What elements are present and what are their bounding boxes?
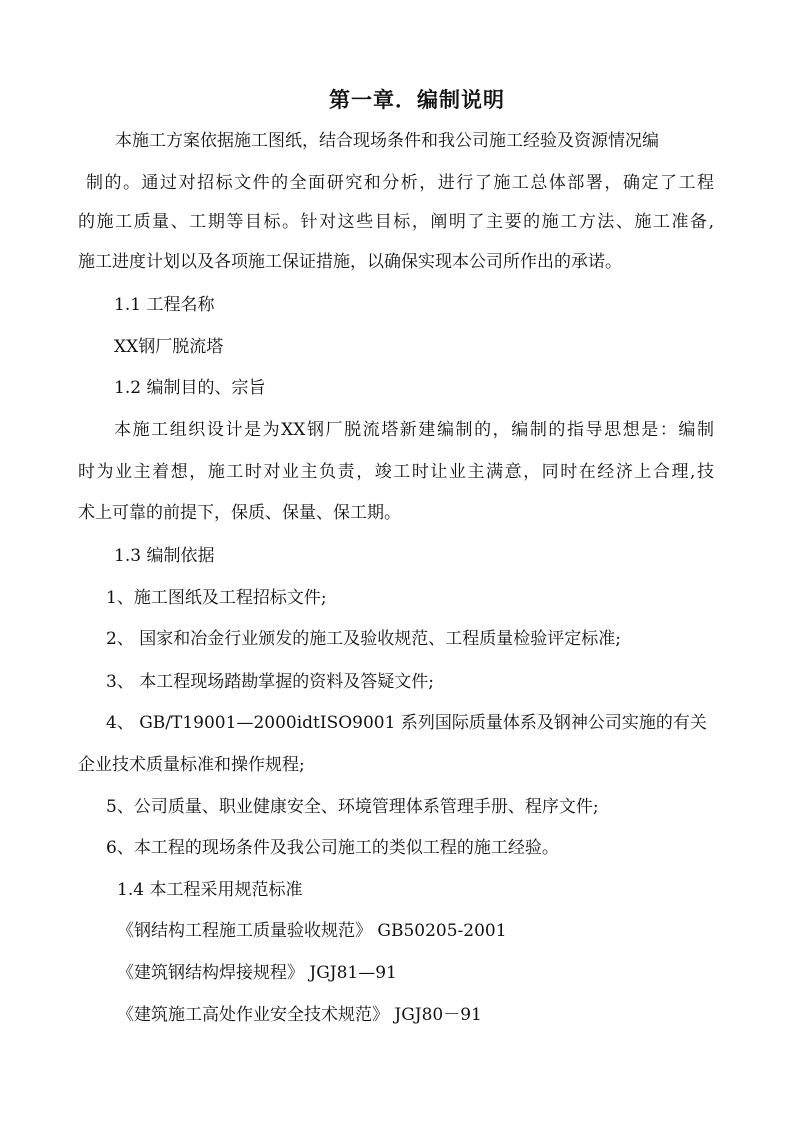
- section-1-2-line-1: 本施工组织设计是为XX钢厂脱流塔新建编制的，编制的指导思想是：编制: [114, 420, 714, 440]
- intro-line-2: 制的。通过对招标文件的全面研究和分析，进行了施工总体部署，确定了工程: [86, 173, 714, 193]
- section-1-2-line-2: 时为业主着想，施工时对业主负责，竣工时让业主满意，同时在经济上合理,技: [78, 462, 714, 482]
- standard-item-1: 《钢结构工程施工质量验收规范》 GB50205-2001: [117, 921, 507, 941]
- basis-item-6: 6、本工程的现场条件及我公司施工的类似工程的施工经验。: [106, 838, 559, 858]
- section-1-4-heading: 1.4 本工程采用规范标准: [117, 880, 303, 900]
- chapter-title: 第一章．编制说明: [329, 88, 505, 112]
- intro-line-3: 的施工质量、工期等目标。针对这些目标，阐明了主要的施工方法、施工准备,: [78, 212, 714, 232]
- standard-item-3: 《建筑施工高处作业安全技术规范》 JGJ80－91: [117, 1005, 482, 1025]
- basis-item-1: 1、施工图纸及工程招标文件;: [106, 588, 327, 608]
- section-1-1-content: XX钢厂脱流塔: [114, 337, 224, 357]
- intro-line-1: 本施工方案依据施工图纸，结合现场条件和我公司施工经验及资源情况编: [115, 131, 659, 151]
- basis-item-3: 3、 本工程现场踏勘掌握的资料及答疑文件;: [106, 672, 434, 692]
- section-1-2-heading: 1.2 编制目的、宗旨: [114, 378, 266, 398]
- section-1-1-heading: 1.1 工程名称: [114, 295, 215, 315]
- section-1-2-line-3: 术上可靠的前提下，保质、保量、保工期。: [78, 503, 401, 523]
- basis-item-5: 5、公司质量、职业健康安全、环境管理体系管理手册、程序文件;: [106, 797, 599, 817]
- section-1-3-heading: 1.3 编制依据: [114, 546, 215, 566]
- intro-line-4: 施工进度计划以及各项施工保证措施，以确保实现本公司所作出的承诺。: [78, 252, 622, 272]
- standard-item-2: 《建筑钢结构焊接规程》 JGJ81—91: [117, 963, 397, 983]
- basis-item-4-line-2: 企业技术质量标准和操作规程;: [78, 755, 305, 775]
- basis-item-2: 2、 国家和冶金行业颁发的施工及验收规范、工程质量检验评定标准;: [106, 629, 621, 649]
- basis-item-4-line-1: 4、 GB/T19001—2000idtISO9001 系列国际质量体系及钢神公司实施的有关: [106, 713, 707, 733]
